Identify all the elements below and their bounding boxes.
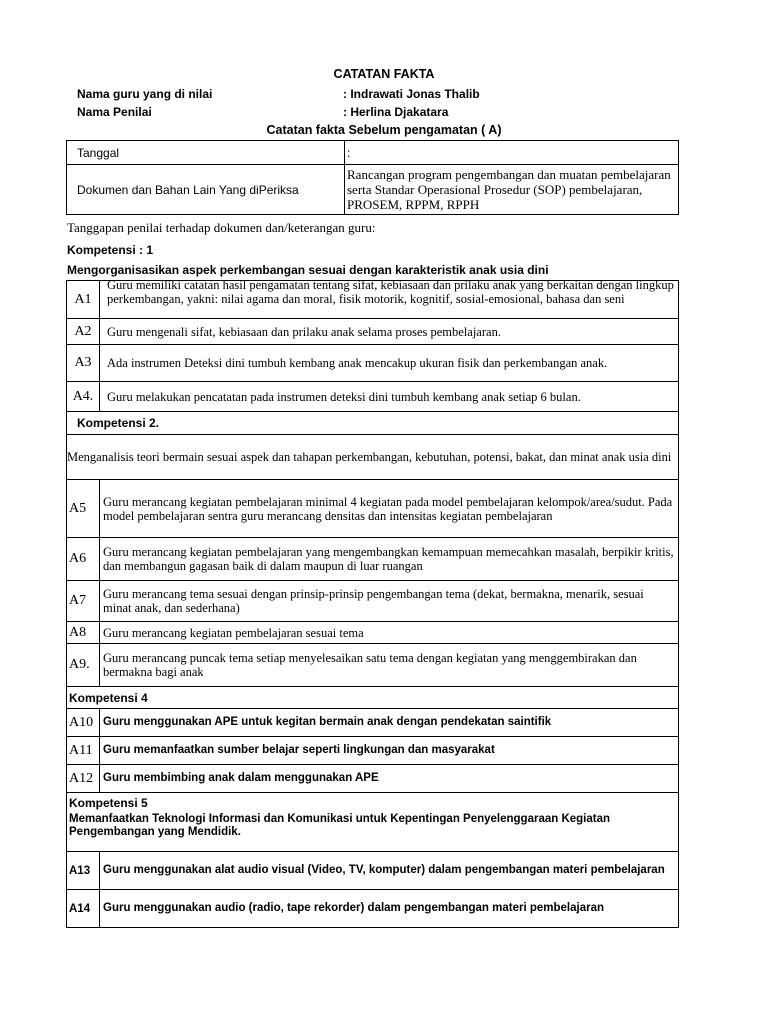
item-code: A1: [67, 281, 100, 319]
table-row: [67, 890, 679, 928]
item-text: Guru memanfaatkan sumber belajar seperti lingkungan dan masyarakat: [100, 737, 679, 765]
item-code: A9.: [67, 644, 100, 687]
item-code: A4.: [67, 382, 100, 412]
competency-2-heading: Kompetensi 2.: [67, 412, 679, 435]
item-code: A11: [67, 737, 100, 765]
item-text: Ada instrumen Deteksi dini tumbuh kembang anak mencakup ukuran fisik dan perkembangan anak.: [100, 345, 679, 382]
item-code: A7: [67, 581, 100, 622]
item-text: Guru membimbing anak dalam menggunakan APE: [100, 765, 679, 793]
item-text: Guru merancang kegiatan pembelajaran minimal 4 kegiatan pada model pembelajaran kelompok/area/sudut. Pada model pembelajaran sentra guru merancang densitas dan intensitas kegiatan pembelajaran: [100, 480, 679, 538]
item-code: A10: [67, 709, 100, 737]
item-code: A2: [67, 319, 100, 345]
item-text: Guru merancang kegiatan pembelajaran sesuai tema: [100, 622, 679, 644]
date-label: Tanggal: [67, 141, 345, 165]
item-text: Guru mengenali sifat, kebiasaan dan prilaku anak selama proses pembelajaran.: [100, 319, 679, 345]
assessor-name-value: : Herlina Djakatara: [343, 105, 449, 119]
table-row: [67, 622, 679, 644]
item-text: Guru menggunakan APE untuk kegitan bermain anak dengan pendekatan saintifik: [100, 709, 679, 737]
page-title: CATATAN FAKTA: [333, 67, 435, 81]
date-value: :: [345, 141, 679, 165]
table-row: [67, 281, 679, 319]
assessor-name-label: Nama Penilai: [77, 105, 152, 119]
item-text-content: Guru memiliki catatan hasil pengamatan tentang sifat, kebiasaan dan prilaku anak yang berkaitan dengan lingkup perkembangan, yakni: nilai agama dan moral, fisik motorik, kognitif, sosial-emosional, bahasa dan seni: [107, 278, 674, 306]
item-code: A6: [67, 538, 100, 581]
item-text: Guru menggunakan audio (radio, tape rekorder) dalam pengembangan materi pembelajaran: [100, 890, 679, 928]
item-code: A5: [67, 480, 100, 538]
document-table: [66, 140, 679, 215]
table-row: [67, 345, 679, 382]
competency-2-description: Menganalisis teori bermain sesuai aspek dan tahapan perkembangan, kebutuhan, potensi, bakat, dan minat anak usia dini: [67, 435, 679, 480]
competency-5-heading: Kompetensi 5: [69, 796, 148, 810]
competency-1-heading: Kompetensi : 1: [67, 243, 154, 257]
table-row: [67, 737, 679, 765]
table-row: [67, 435, 679, 480]
assessor-response-label: Tanggapan penilai terhadap dokumen dan/keterangan guru:: [67, 220, 376, 235]
teacher-name-label: Nama guru yang di nilai: [77, 87, 213, 101]
table-row: [67, 765, 679, 793]
documents-value: Rancangan program pengembangan dan muatan pembelajaran serta Standar Operasional Prosedur (SOP) pembelajaran, PROSEM, RPPM, RPPH: [345, 165, 679, 215]
competency-5-description: Memanfaatkan Teknologi Informasi dan Komunikasi untuk Kepentingan Penyelenggaraan Kegiatan Pengembangan yang Mendidik.: [69, 813, 611, 838]
table-row: [67, 644, 679, 687]
competency-4-heading: Kompetensi 4: [67, 687, 679, 709]
item-code: A8: [67, 622, 100, 644]
item-text: Guru merancang puncak tema setiap menyelesaikan satu tema dengan kegiatan yang menggembirakan dan bermakna bagi anak: [100, 644, 679, 687]
table-row: [67, 852, 679, 890]
teacher-name-value: : Indrawati Jonas Thalib: [343, 87, 480, 101]
table-row: [67, 793, 679, 852]
item-text: Guru melakukan pencatatan pada instrumen deteksi dini tumbuh kembang anak setiap 6 bulan.: [100, 382, 679, 412]
item-code: A14: [67, 890, 100, 928]
table-row: [67, 709, 679, 737]
table-row: [67, 165, 679, 215]
table-row: [67, 687, 679, 709]
table-row: [67, 412, 679, 435]
documents-label: Dokumen dan Bahan Lain Yang diPeriksa: [67, 165, 345, 215]
item-text: Guru merancang kegiatan pembelajaran yang mengembangkan kemampuan memecahkan masalah, berpikir kritis, dan membangun gagasan baik di dalam maupun di luar ruangan: [100, 538, 679, 581]
competency-5-block: [67, 793, 679, 852]
table-row: [67, 480, 679, 538]
table-row: [67, 141, 679, 165]
item-code: A3: [67, 345, 100, 382]
table-row: [67, 538, 679, 581]
table-row: [67, 581, 679, 622]
competency-table: [66, 280, 679, 928]
competency-1-description: Mengorganisasikan aspek perkembangan sesuai dengan karakteristik anak usia dini: [67, 263, 549, 277]
item-text: [100, 278, 679, 319]
item-code: A12: [67, 765, 100, 793]
table-row: [67, 382, 679, 412]
table-row: [67, 319, 679, 345]
item-text: Guru merancang tema sesuai dengan prinsip-prinsip pengembangan tema (dekat, bermakna, menarik, sesuai minat anak, dan sederhana): [100, 581, 679, 622]
item-code: A13: [67, 852, 100, 890]
item-text: Guru menggunakan alat audio visual (Video, TV, komputer) dalam pengembangan materi pembelajaran: [100, 852, 679, 890]
section-subtitle: Catatan fakta Sebelum pengamatan ( A): [266, 123, 502, 137]
